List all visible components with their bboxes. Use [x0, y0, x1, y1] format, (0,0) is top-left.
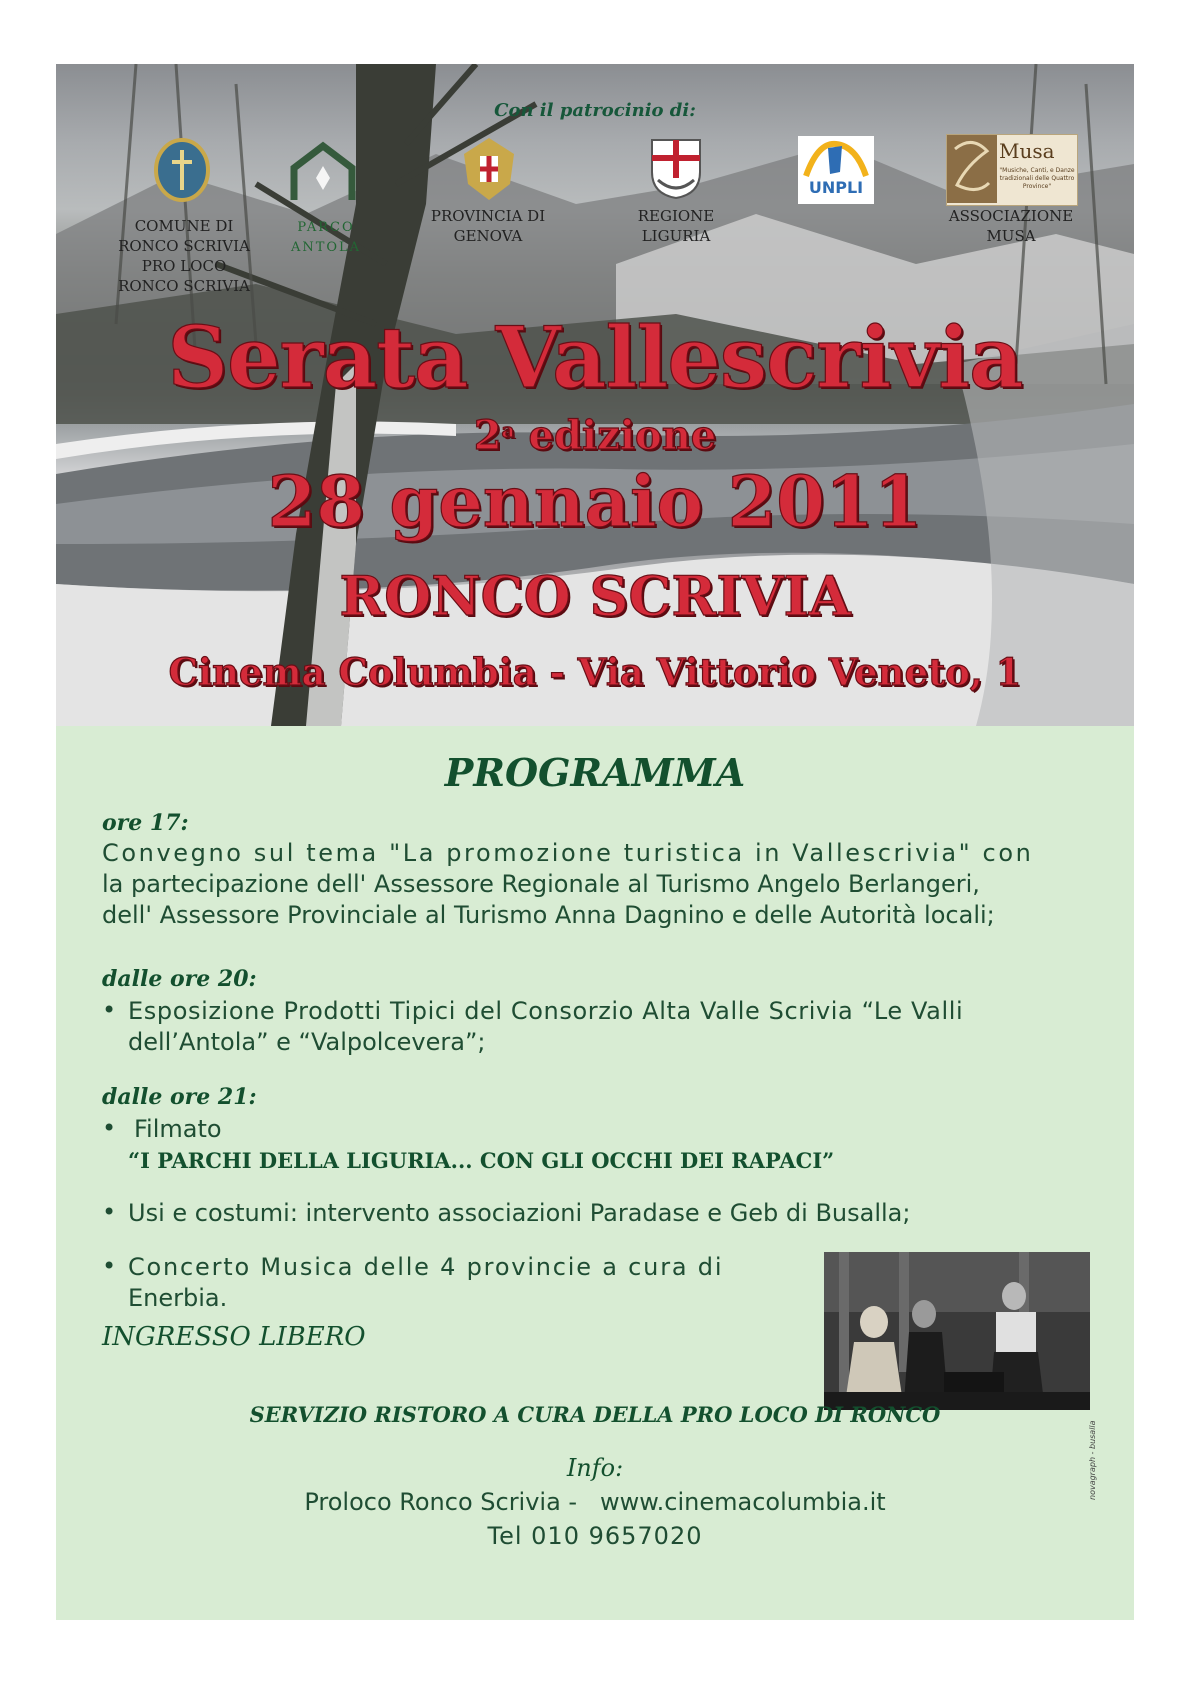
programme-line: Filmato	[134, 1115, 222, 1143]
programme-line: Enerbia.	[128, 1284, 228, 1312]
provincia-caption: PROVINCIA DI GENOVA	[430, 207, 546, 245]
programme-line: dell’Antola” e “Valpolcevera”;	[128, 1028, 486, 1056]
bullet: •	[102, 1114, 117, 1142]
free-entry-label: INGRESSO LIBERO	[102, 1322, 366, 1352]
programme-line: Convegno sul tema "La promozione turistica in Vallescrivia" con	[102, 839, 1034, 867]
event-venue: Cinema Columbia - Via Vittorio Veneto, 1	[168, 650, 1022, 694]
print-credit: novagraph - busalla	[1088, 1420, 1097, 1500]
section-time-17: ore 17:	[102, 810, 189, 836]
section-time-21: dalle ore 21:	[102, 1084, 257, 1110]
patronage-label: Con il patrocinio di:	[494, 100, 696, 121]
programme-line: la partecipazione dell' Assessore Regionale al Turismo Angelo Berlangeri,	[102, 870, 980, 898]
event-title: Serata Vallescrivia	[167, 308, 1023, 407]
programme-line: Esposizione Prodotti Tipici del Consorzio Alta Valle Scrivia “Le Valli	[128, 997, 964, 1025]
event-date: 28 gennaio 2011	[267, 460, 923, 543]
programme-line: dell' Assessore Provinciale al Turismo Anna Dagnino e delle Autorità locali;	[102, 901, 995, 929]
programme-line: Concerto Musica delle 4 provincie a cura di	[128, 1253, 724, 1281]
info-line: Proloco Ronco Scrivia - www.cinemacolumbia.it	[304, 1488, 886, 1516]
bullet: •	[102, 1252, 117, 1280]
musa-logo-icon: Musa "Musiche, Canti, e Danze tradizionali delle Quattro Province"	[946, 134, 1078, 206]
regione-caption: REGIONE LIGURIA	[637, 207, 715, 245]
comune-caption: COMUNE DI RONCO SCRIVIA PRO LOCO RONCO SCRIVIA	[118, 217, 250, 295]
info-label: Info:	[566, 1454, 624, 1482]
parco-caption: PARCO ANTOLA	[290, 220, 362, 255]
programme-box	[56, 726, 1134, 1620]
bullet: •	[102, 996, 117, 1024]
edition-label: 2$^a$ edizione	[473, 412, 717, 459]
programme-line: Usi e costumi: intervento associazioni Paradase e Geb di Busalla;	[128, 1199, 911, 1227]
section-time-20: dalle ore 20:	[102, 966, 257, 992]
info-phone: Tel 010 9657020	[487, 1522, 703, 1550]
musa-caption: ASSOCIAZIONE MUSA	[948, 207, 1074, 245]
film-title: “I PARCHI DELLA LIGURIA... CON GLI OCCHI DEI RAPACI”	[128, 1148, 835, 1173]
unpli-logo-icon: UNPLI	[798, 136, 874, 204]
event-town: RONCO SCRIVIA	[339, 564, 851, 628]
bullet: •	[102, 1198, 117, 1226]
catering-note: SERVIZIO RISTORO A CURA DELLA PRO LOCO DI RONCO	[249, 1402, 941, 1427]
header-photo	[56, 64, 1134, 726]
concert-photo	[824, 1252, 1090, 1410]
programme-heading: PROGRAMMA	[444, 750, 746, 795]
